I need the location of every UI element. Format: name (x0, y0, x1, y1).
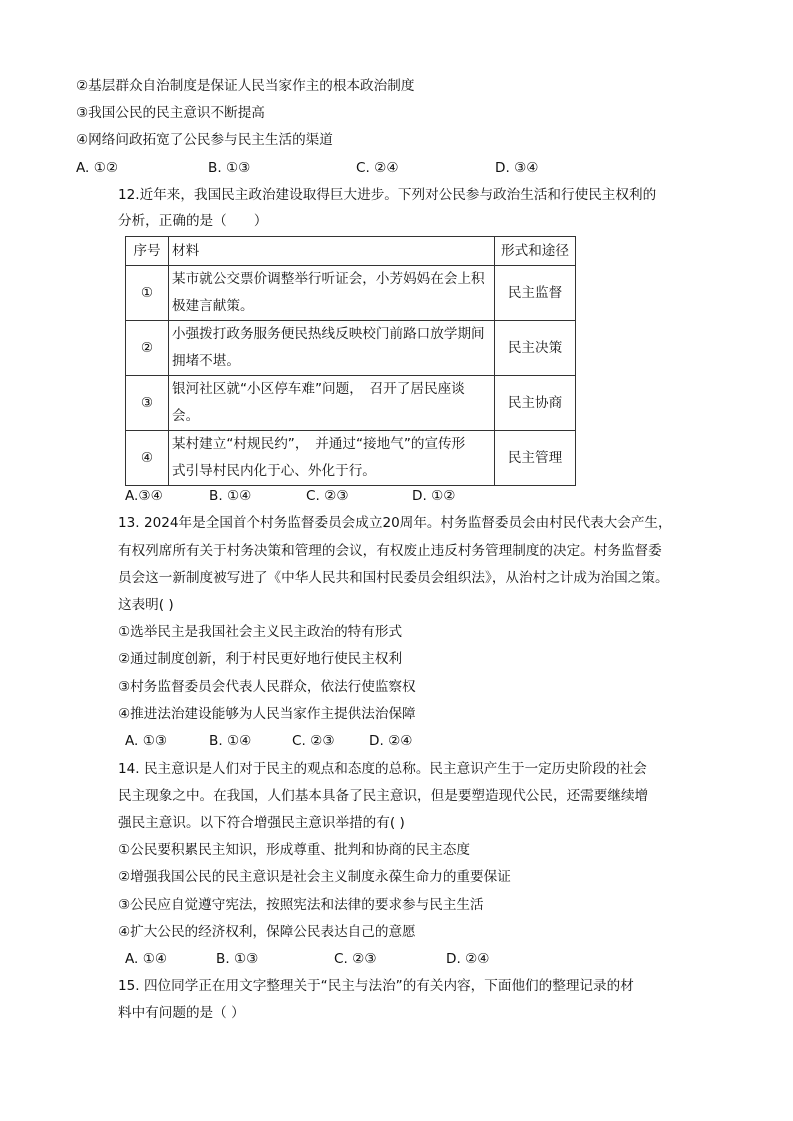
q15-stem-line-1: 15. 四位同学正在用文字整理关于“民主与法治”的有关内容，下面他们的整理记录的材 (118, 978, 634, 994)
q11-option-2: ②基层群众自治制度是保证人民当家作主的根本政治制度 (76, 78, 415, 94)
q11-choice-b: B. ①③ (208, 160, 251, 176)
header-material: 材料 (169, 237, 495, 266)
row-material-line: 会。 (172, 408, 200, 424)
q14-choices (125, 950, 525, 968)
row-material-line: 极建言献策。 (172, 298, 254, 314)
q14-choice-b: B. ①③ (216, 951, 259, 967)
row-material-line: 某市就公交票价调整举行听证会，小芳妈妈在会上积 (172, 271, 485, 287)
q14-option-3: ③公民应自觉遵守宪法，按照宪法和法律的要求参与民主生活 (118, 897, 484, 913)
q12-choice-d: D. ①② (412, 488, 456, 504)
q13-option-1: ①选举民主是我国社会主义民主政治的特有形式 (118, 624, 403, 640)
q13-stem-line-3: 员会这一新制度被写进了《中华人民共和国村民委员会组织法》，从治村之计成为治国之策。 (118, 570, 669, 586)
q11-choice-a: A. ①② (76, 160, 119, 176)
row-way: 民主协商 (495, 376, 576, 431)
q13-option-4: ④推进法治建设能够为人民当家作主提供法治保障 (118, 706, 416, 722)
q14-stem-line-1: 14. 民主意识是人们对于民主的观点和态度的总称。民主意识产生于一定历史阶段的社会 (118, 761, 647, 777)
row-material (169, 376, 495, 431)
q14-option-4: ④扩大公民的经济权利，保障公民表达自己的意愿 (118, 924, 416, 940)
q14-stem-line-2: 民主现象之中。在我国，人们基本具备了民主意识，但是要塑造现代公民，还需要继续增 (118, 788, 649, 804)
q15-stem-line-2: 料中有问题的是（ ） (118, 1005, 245, 1021)
q13-choices (125, 732, 445, 750)
q12-choice-b: B. ①④ (209, 488, 252, 504)
q14-choice-c: C. ②③ (334, 951, 377, 967)
q14-stem-line-3: 强民主意识。以下符合增强民主意识举措的有( ) (118, 815, 405, 831)
q11-option-4: ④网络问政拓宽了公民参与民主生活的渠道 (76, 132, 333, 148)
row-number: ② (126, 321, 169, 376)
q14-option-1: ①公民要积累民主知识，形成尊重、批判和协商的民主态度 (118, 842, 471, 858)
row-material-line: 拥堵不堪。 (172, 353, 240, 369)
row-material-line: 小强拨打政务服务便民热线反映校门前路口放学期间 (172, 326, 485, 342)
q14-choice-d: D. ②④ (446, 951, 490, 967)
header-number: 序号 (126, 237, 169, 266)
q12-material-table (125, 236, 576, 486)
q12-choice-c: C. ②③ (306, 488, 349, 504)
row-number: ③ (126, 376, 169, 431)
q11-option-3: ③我国公民的民主意识不断提高 (76, 105, 265, 121)
q13-choice-b: B. ①④ (209, 733, 252, 749)
q13-choice-c: C. ②③ (292, 733, 335, 749)
row-way: 民主决策 (495, 321, 576, 376)
row-way: 民主管理 (495, 431, 576, 486)
table-row (126, 321, 576, 376)
row-way: 民主监督 (495, 266, 576, 321)
row-material-line: 某村建立“村规民约”， 并通过“接地气”的宣传形 (172, 436, 466, 452)
q12-stem-line-1: 12.近年来，我国民主政治建设取得巨大进步。下列对公民参与政治生活和行使民主权利的 (118, 187, 657, 203)
row-material (169, 266, 495, 321)
table-header-row (126, 237, 576, 266)
q13-stem-line-4: 这表明( ) (118, 597, 174, 613)
q13-option-2: ②通过制度创新，利于村民更好地行使民主权利 (118, 651, 403, 667)
q13-option-3: ③村务监督委员会代表人民群众，依法行使监察权 (118, 679, 416, 695)
q12-choice-a: A.③④ (125, 488, 163, 504)
q14-choice-a: A. ①④ (125, 951, 168, 967)
row-material (169, 321, 495, 376)
q13-stem-line-2: 有权列席所有关于村务决策和管理的会议，有权废止违反村务管理制度的决定。村务监督委 (118, 543, 662, 559)
table-row (126, 431, 576, 486)
q13-choice-d: D. ②④ (369, 733, 413, 749)
table-row (126, 266, 576, 321)
row-material (169, 431, 495, 486)
q12-stem-line-2: 分析，正确的是（ ） (118, 213, 268, 229)
q13-stem-line-1: 13. 2024年是全国首个村务监督委员会成立20周年。村务监督委员会由村民代表大会产生， (118, 515, 672, 531)
row-material-line: 银河社区就“小区停车难”问题， 召开了居民座谈 (172, 381, 465, 397)
q12-choices (125, 487, 485, 505)
table-row (126, 376, 576, 431)
q14-option-2: ②增强我国公民的民主意识是社会主义制度永葆生命力的重要保证 (118, 869, 511, 885)
q11-choice-d: D. ③④ (495, 160, 539, 176)
q11-choices (76, 159, 576, 177)
row-number: ① (126, 266, 169, 321)
row-material-line: 式引导村民内化于心、外化于行。 (172, 463, 376, 479)
q11-choice-c: C. ②④ (356, 160, 399, 176)
header-way: 形式和途径 (495, 237, 576, 266)
row-number: ④ (126, 431, 169, 486)
q13-choice-a: A. ①③ (125, 733, 168, 749)
